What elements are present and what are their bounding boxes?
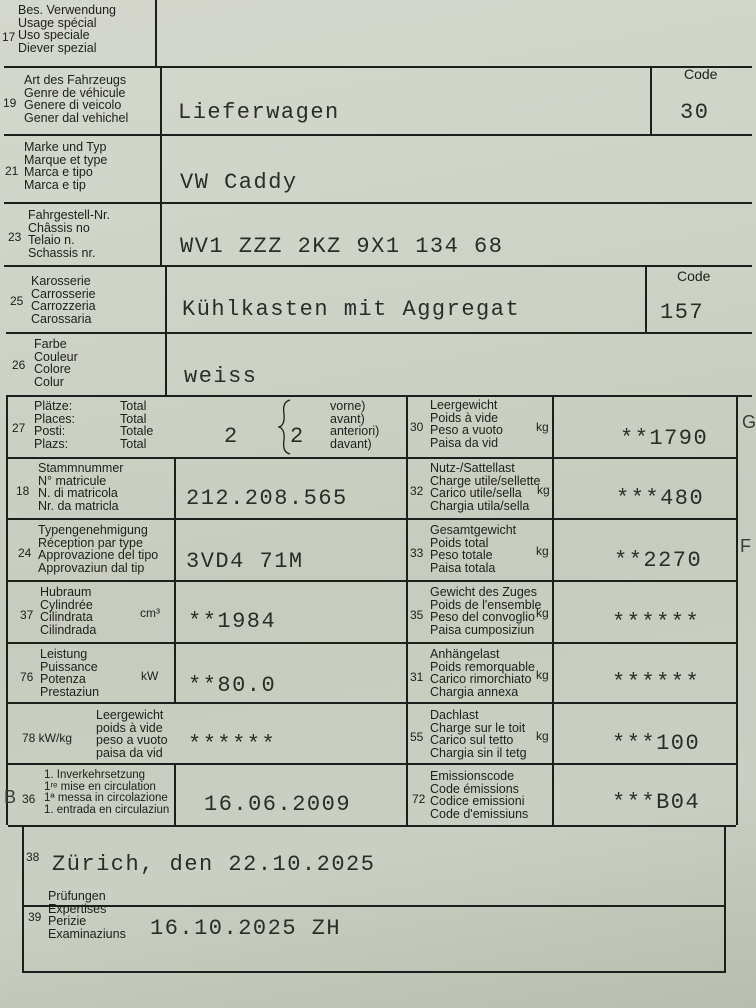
issue-place-date-value: Zürich, den 22.10.2025 [52, 852, 376, 877]
field-26-number: 26 [12, 358, 26, 372]
color-value: weiss [184, 364, 258, 389]
chassis-number-value: WV1 ZZZ 2KZ 9X1 134 68 [180, 234, 504, 259]
row-divider [4, 134, 752, 136]
field-36-number: 36 [22, 792, 36, 806]
master-number-value: 212.208.565 [186, 486, 348, 511]
side-marker-b: B [4, 787, 17, 807]
vehicle-type-code: 30 [680, 100, 710, 125]
vehicle-type-value: Lieferwagen [178, 100, 340, 125]
curb-weight-value: **1790 [620, 426, 709, 451]
row-divider [6, 395, 752, 397]
column-divider [165, 265, 167, 332]
row-divider [8, 642, 736, 644]
field-31-label: Anhängelast Poids remorquable Carico rimorchiato Chargia annexa [430, 647, 535, 699]
right-value-divider [552, 395, 554, 825]
field-23-label: Fahrgestell-Nr. Châssis no Telaio n. Schassis nr. [28, 208, 110, 260]
left-border [6, 395, 8, 825]
inspection-date-value: 16.10.2025 ZH [150, 916, 342, 941]
body-type-value: Kühlkasten mit Aggregat [182, 297, 521, 322]
roof-load-value: ***100 [612, 731, 701, 756]
column-divider [160, 202, 162, 265]
unit-kg: kg [536, 606, 549, 620]
unit-kg: kg [537, 483, 550, 497]
field-17-number: 17 [2, 30, 16, 44]
field-55-label: Dachlast Charge sur le toit Carico sul tetto Chargia sin il tetg [430, 708, 527, 760]
first-registration-value: 16.06.2009 [204, 792, 352, 817]
field-17-label: Bes. Verwendung Usage spécial Uso speciale Diever spezial [18, 3, 116, 55]
field-35-label: Gewicht des Zuges Poids de l'ensemble Peso del convoglio Paisa cumposiziun [430, 585, 542, 637]
field-33-label: Gesamtgewicht Poids total Peso totale Paisa totala [430, 523, 517, 575]
column-divider [160, 66, 162, 134]
field-78-number: 78 kW/kg [22, 731, 73, 745]
field-26-label: Farbe Couleur Colore Colur [34, 337, 78, 389]
unit-kg: kg [536, 544, 549, 558]
field-27-label: Plätze: Places: Posti: Plazs: [34, 399, 75, 451]
payload-value: ***480 [616, 486, 705, 511]
displacement-value: **1984 [188, 609, 277, 634]
code-divider [645, 265, 647, 332]
row-divider [8, 702, 736, 704]
seats-front-label: vorne) avant) anteriori) davant) [330, 399, 380, 451]
row-divider [8, 825, 736, 827]
make-model-value: VW Caddy [180, 170, 298, 195]
field-25-label: Karosserie Carrosserie Carrozzeria Carossaria [31, 274, 96, 326]
field-30-number: 30 [410, 420, 424, 434]
left-border [22, 825, 24, 973]
unit-cm3: cm³ [140, 606, 160, 620]
emission-code-value: ***B04 [612, 790, 701, 815]
field-27-number: 27 [12, 421, 26, 435]
power-value: **80.0 [188, 673, 277, 698]
field-30-label: Leergewicht Poids à vide Peso a vuoto Paisa da vid [430, 398, 503, 450]
field-39-number: 39 [28, 910, 42, 924]
right-border [736, 395, 738, 825]
margin-marker-f: F [740, 536, 751, 556]
field-31-number: 31 [410, 670, 424, 684]
field-19-label: Art des Fahrzeugs Genre de véhicule Genere di veicolo Gener dal vehichel [24, 73, 129, 125]
trailer-load-value: ****** [612, 670, 701, 695]
left-value-divider [174, 763, 176, 825]
margin-marker-g: G [742, 412, 756, 432]
column-divider [160, 134, 162, 202]
field-37-number: 37 [20, 608, 34, 622]
field-72-number: 72 [412, 792, 426, 806]
field-33-number: 33 [410, 546, 424, 560]
unit-kw: kW [141, 669, 159, 683]
code-divider [650, 66, 652, 134]
field-32-label: Nutz-/Sattellast Charge utile/sellette Carico utile/sella Chargia utila/sella [430, 461, 541, 513]
row-divider [8, 518, 736, 520]
column-divider [165, 332, 167, 395]
right-border [724, 825, 726, 973]
field-38-number: 38 [26, 850, 40, 864]
combination-weight-value: ****** [612, 610, 701, 635]
row-divider [8, 457, 736, 459]
seats-front-value: 2 [290, 424, 305, 449]
code-header: Code [677, 268, 711, 284]
field-24-number: 24 [18, 546, 32, 560]
unit-kg: kg [536, 420, 549, 434]
type-approval-value: 3VD4 71M [186, 549, 304, 574]
field-25-number: 25 [10, 294, 24, 308]
field-23-number: 23 [8, 230, 22, 244]
field-76-label: Leistung Puissance Potenza Prestaziun [40, 647, 100, 699]
unit-kg: kg [536, 729, 549, 743]
field-19-number: 19 [3, 96, 17, 110]
field-21-number: 21 [5, 164, 19, 178]
column-divider [155, 0, 157, 66]
code-header: Code [684, 66, 718, 82]
field-36-label: 1. Inverkehrsetzung 1ʳᵉ mise en circulation 1ª messa in circolazione 1. entrada en circulaziun [44, 769, 170, 816]
bottom-border [22, 971, 726, 973]
seats-total-value: 2 [224, 424, 239, 449]
row-divider [4, 66, 752, 68]
middle-divider [406, 395, 408, 825]
field-78-label: Leergewicht poids à vide peso a vuoto paisa da vid [96, 708, 168, 760]
field-35-number: 35 [410, 608, 424, 622]
row-divider [6, 332, 752, 334]
row-divider [8, 580, 736, 582]
row-divider [8, 763, 736, 765]
field-39-label: Prüfungen Expertises Perizie Examinaziuns [48, 889, 126, 941]
field-76-number: 76 [20, 670, 34, 684]
left-value-divider [174, 457, 176, 702]
gross-weight-value: **2270 [614, 548, 703, 573]
field-55-number: 55 [410, 730, 424, 744]
field-32-number: 32 [410, 484, 424, 498]
field-18-label: Stammnummer N° matricule N. di matricola Nr. da matricla [38, 461, 124, 513]
unit-kg: kg [536, 668, 549, 682]
body-type-code: 157 [660, 300, 705, 325]
field-37-label: Hubraum Cylindrée Cilindrata Cilindrada [40, 585, 97, 637]
seats-total-label: Total Total Totale Total [120, 399, 154, 451]
row-divider [22, 905, 726, 907]
field-24-label: Typengenehmigung Réception par type Approvazione del tipo Approvaziun dal tip [38, 523, 159, 575]
row-divider [4, 265, 752, 267]
field-21-label: Marke und Typ Marque et type Marca e tipo Marca e tip [24, 140, 108, 192]
field-72-label: Emissionscode Code émissions Codice emissioni Code d'emissiuns [430, 769, 529, 821]
field-18-number: 18 [16, 484, 30, 498]
row-divider [4, 202, 752, 204]
power-weight-ratio-value: ****** [188, 732, 277, 757]
